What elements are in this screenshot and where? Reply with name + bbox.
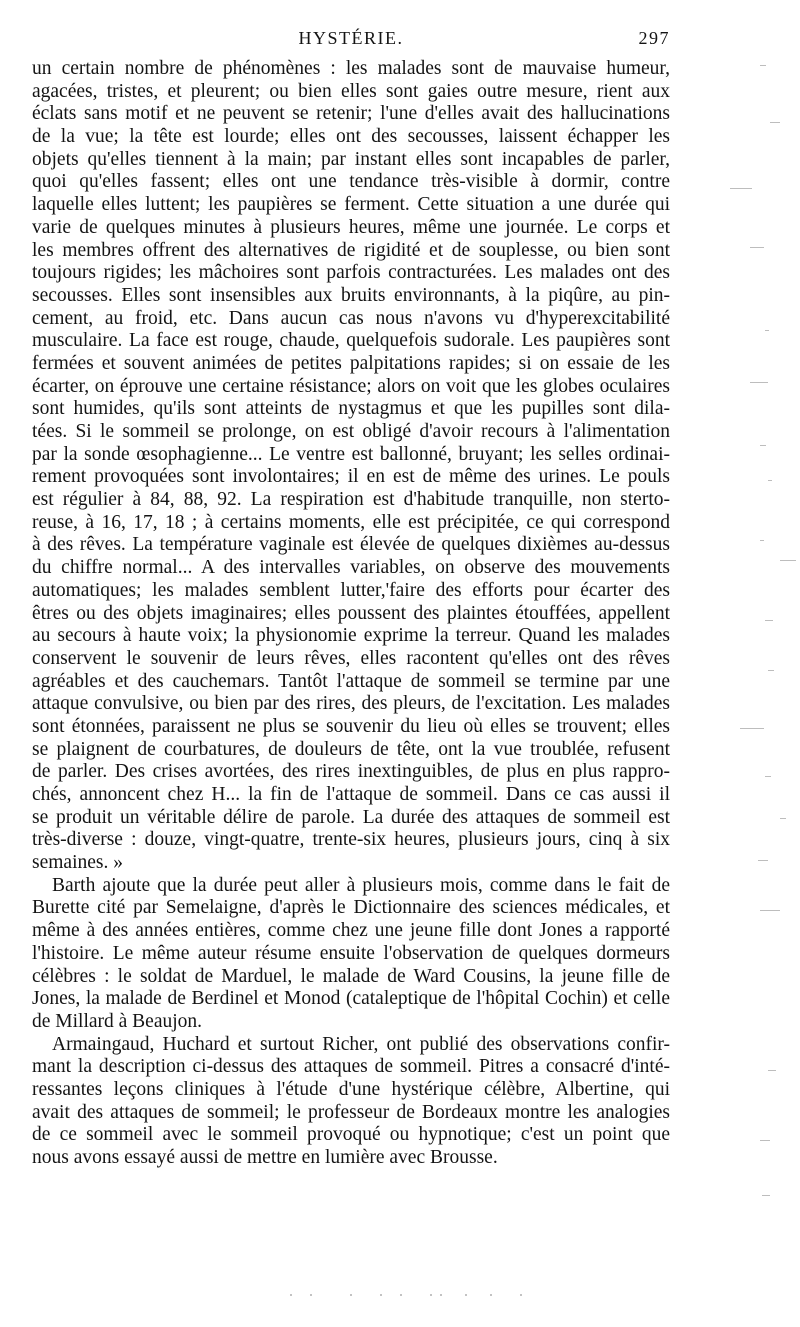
text-line: sont humides, qu'ils sont atteints de nystagmus et que les pupilles sont dila- (32, 398, 670, 420)
scan-mark (765, 776, 771, 777)
text-line: célèbres : le soldat de Marduel, le malade de Ward Cousins, la jeune fille de (32, 965, 670, 987)
scan-mark (765, 330, 769, 331)
text-line: de parler. Des crises avortées, des rires inextinguibles, de plus en plus rappro- (32, 761, 670, 783)
scan-mark (750, 247, 764, 248)
scan-dot (520, 1294, 522, 1296)
text-line: automatiques; les malades semblent lutter,'faire des efforts pour écarter des (32, 579, 670, 601)
scan-dot (430, 1294, 432, 1296)
text-line: même à des années entières, comme chez une jeune fille dont Jones a rapporté (32, 920, 670, 942)
text-line: se plaignent de courbatures, de douleurs de tête, ont la vue troublée, refusent (32, 738, 670, 760)
text-line: agréables et des cauchemars. Tantôt l'attaque de sommeil se termine par une (32, 670, 670, 692)
scan-mark (760, 65, 766, 66)
running-head (32, 28, 670, 56)
scan-dot (490, 1294, 492, 1296)
text-line: objets qu'elles tiennent à la main; par instant elles sont incapables de parler, (32, 148, 670, 170)
text-line: écarter, on éprouve une certaine résistance; alors on voit que les globes oculaires (32, 375, 670, 397)
scan-dot (400, 1294, 402, 1296)
text-line: Barth ajoute que la durée peut aller à plusieurs mois, comme dans le fait de (52, 874, 670, 896)
scan-mark (768, 1070, 776, 1071)
text-line: est régulier à 84, 88, 92. La respiration est d'habitude tranquille, non sterto- (32, 489, 670, 511)
text-line: quoi qu'elles fassent; elles ont une tendance très-visible à dormir, contre (32, 171, 670, 193)
scan-mark (762, 1195, 770, 1196)
text-line: de la vue; la tête est lourde; elles ont des secousses, laissent échapper les (32, 126, 670, 148)
scan-mark (765, 620, 773, 621)
text-line: attaque convulsive, ou bien par des rires, des pleurs, de l'excitation. Les malades (32, 693, 670, 715)
scan-mark (758, 860, 768, 861)
text-line: fermées et souvent animées de petites palpitations rapides; si on essaie de les (32, 352, 670, 374)
scan-mark (730, 188, 752, 189)
text-line: mant la description ci-dessus des attaques de sommeil. Pitres a consacré d'inté- (32, 1056, 670, 1078)
text-line: laquelle elles luttent; les paupières se ferment. Cette situation a une durée qui (32, 194, 670, 216)
scan-dot (380, 1294, 382, 1296)
text-line: se produit un véritable délire de parole. La durée des attaques de sommeil est (32, 806, 670, 828)
text-line: chés, annoncent chez H... la fin de l'attaque de sommeil. Dans ce cas aussi il (32, 784, 670, 805)
text-line: toujours rigides; les mâchoires sont parfois contracturées. Les malades ont des (32, 262, 670, 284)
text-line: par la sonde œsophagienne... Le ventre est ballonné, bruyant; les selles ordinai- (32, 443, 670, 465)
scan-mark (780, 560, 796, 561)
text-line: conservent le souvenir de leurs rêves, elles racontent qu'elles ont des rêves (32, 647, 670, 669)
text-line: êtres ou des objets imaginaires; elles poussent des plaintes étouffées, appellent (32, 602, 670, 624)
text-line: musculaire. La face est rouge, chaude, quelquefois sudorale. Les paupières sont (32, 330, 670, 352)
scan-mark (760, 910, 780, 911)
text-line: agacées, tristes, et pleurent; ou bien elles sont gaies outre mesure, rient aux (32, 80, 670, 102)
scan-mark (760, 445, 766, 446)
text-line: un certain nombre de phénomènes : les malades sont de mauvaise humeur, (32, 58, 670, 79)
margin-scan-marks (720, 60, 800, 1210)
page-number: 297 (638, 28, 670, 48)
text-line: éclats sans motif et ne peuvent se retenir; l'une d'elles avait des hallucinations (32, 103, 670, 125)
text-line: varie de quelques minutes à plusieurs heures, même une journée. Le corps et (32, 216, 670, 238)
text-line: sont étonnées, paraissent ne plus se souvenir du lieu où elles se trouvent; elles (32, 715, 670, 737)
text-line: tées. Si le sommeil se prolonge, on est obligé d'avoir recours à l'alimentation (32, 421, 670, 442)
scan-dot (290, 1294, 292, 1296)
scan-dot (440, 1294, 442, 1296)
bottom-scan-marks (290, 1290, 530, 1300)
body-text (32, 58, 670, 1170)
scan-mark (768, 670, 774, 671)
text-line: avait des attaques de sommeil; le professeur de Bordeaux montre les analogies (32, 1101, 670, 1123)
text-line: de Millard à Beaujon. (32, 1010, 203, 1032)
running-title: HYSTÉRIE. (298, 28, 404, 48)
text-line: secousses. Elles sont insensibles aux bruits environnants, à la piqûre, au pin- (32, 284, 670, 306)
text-line: de ce sommeil avec le sommeil provoqué ou hypnotique; c'est un point que (32, 1124, 670, 1146)
text-line: Armaingaud, Huchard et surtout Richer, ont publié des observations confir- (52, 1033, 670, 1055)
scan-mark (740, 728, 764, 729)
text-line: au secours à haute voix; la physionomie exprime la terreur. Quand les malades (32, 625, 670, 647)
scan-mark (770, 122, 780, 123)
text-line: l'histoire. Le même auteur résume ensuite l'observation de quelques dormeurs (32, 942, 670, 964)
text-line: semaines. » (32, 852, 123, 874)
text-line: très-diverse : douze, vingt-quatre, trente-six heures, plusieurs jours, cinq à six (32, 829, 670, 851)
scan-dot (310, 1294, 312, 1296)
text-line: reuse, à 16, 17, 18 ; à certains moments, elle est précipitée, ce qui correspond (32, 511, 670, 533)
text-line: du chiffre normal... A des intervalles variables, on observe des mouvements (32, 557, 670, 579)
text-line: ressantes leçons cliniques à l'étude d'une hystérique célèbre, Albertine, qui (32, 1078, 670, 1100)
text-line: Jones, la malade de Berdinel et Monod (cataleptique de l'hôpital Cochin) et celle (32, 988, 670, 1010)
text-line: Burette cité par Semelaigne, d'après le Dictionnaire des sciences médicales, et (32, 897, 670, 919)
text-line: nous avons essayé aussi de mettre en lumière avec Brousse. (32, 1147, 498, 1168)
scan-mark (768, 480, 772, 481)
scan-mark (750, 382, 768, 383)
scan-mark (760, 1140, 770, 1141)
text-line: cement, au froid, etc. Dans aucun cas nous n'avons vu d'hyperexcitabilité (32, 307, 670, 329)
text-line: à des rêves. La température vaginale est élevée de quelques dixièmes au-dessus (32, 534, 670, 556)
scan-mark (760, 540, 764, 541)
scan-mark (780, 818, 786, 819)
text-line: rement provoquées sont involontaires; il en est de même des urines. Le pouls (32, 466, 670, 488)
scan-dot (350, 1294, 352, 1296)
scan-dot (465, 1294, 467, 1296)
text-line: les membres offrent des alternatives de rigidité et de souplesse, ou bien sont (32, 239, 670, 261)
